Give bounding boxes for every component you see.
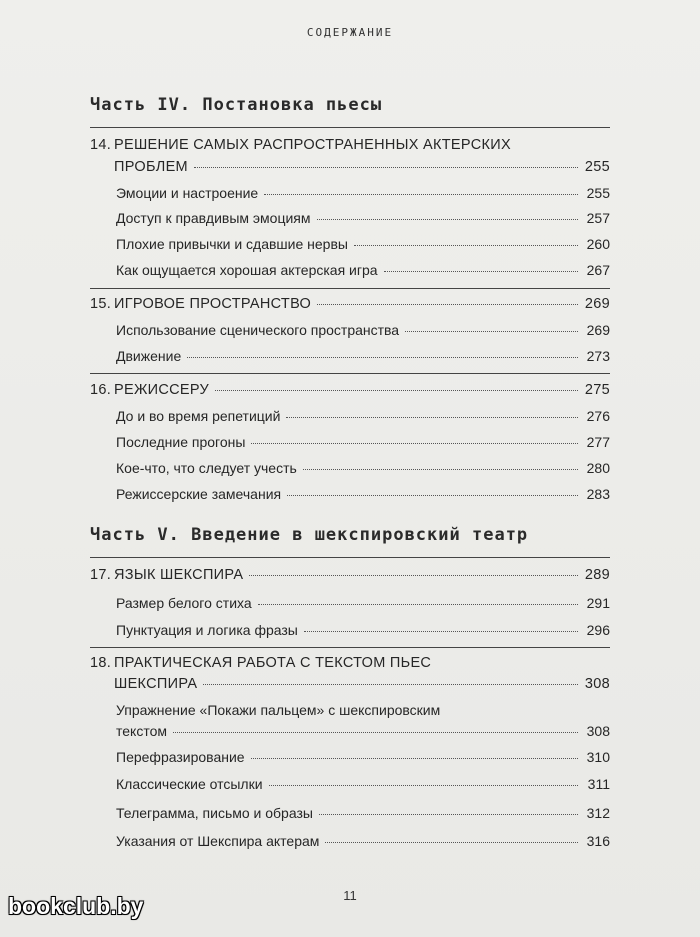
- section-title: Доступ к правдивым эмоциям: [116, 210, 311, 226]
- dot-leader: [317, 219, 578, 220]
- chapter-number: 16.: [90, 382, 112, 398]
- page-number: 276: [586, 408, 610, 424]
- section-title: Классические отсылки: [116, 776, 263, 792]
- chapter-title: ШЕКСПИРА: [114, 676, 198, 692]
- divider: [90, 288, 610, 289]
- section-title: Указания от Шекспира актерам: [116, 833, 320, 849]
- page-number: 280: [586, 460, 610, 476]
- page-number: 308: [584, 676, 610, 692]
- dot-leader: [286, 417, 578, 418]
- section-title: Плохие привычки и сдавшие нервы: [116, 236, 348, 252]
- dot-leader: [251, 758, 578, 759]
- chapter-entry[interactable]: [90, 567, 610, 583]
- section-title: Режиссерские замечания: [116, 486, 282, 502]
- dot-leader: [215, 390, 578, 391]
- dot-leader: [173, 732, 578, 733]
- section-title: Кое-что, что следует учесть: [116, 460, 297, 476]
- section-entry[interactable]: [116, 210, 610, 226]
- section-title: Использование сценического пространства: [116, 322, 400, 338]
- dot-leader: [187, 357, 578, 358]
- dot-leader: [258, 604, 578, 605]
- chapter-title: РЕШЕНИЕ САМЫХ РАСПРОСТРАНЕННЫХ АКТЕРСКИХ: [114, 137, 511, 153]
- section-entry-continued[interactable]: [116, 723, 610, 739]
- section-entry[interactable]: [116, 322, 610, 338]
- chapter-entry[interactable]: [90, 655, 610, 671]
- section-entry[interactable]: [116, 262, 610, 278]
- page-number: 275: [584, 382, 610, 398]
- divider: [90, 373, 610, 374]
- page-number: 269: [584, 296, 610, 312]
- running-head: СОДЕРЖАНИЕ: [306, 26, 394, 39]
- section-title: Телеграмма, письмо и образы: [116, 805, 313, 821]
- dot-leader: [287, 495, 578, 496]
- chapter-entry-continued[interactable]: [90, 676, 610, 692]
- section-entry[interactable]: [116, 434, 610, 450]
- section-title: текстом: [116, 723, 167, 739]
- section-entry[interactable]: [116, 185, 610, 201]
- section-entry[interactable]: [116, 486, 610, 502]
- dot-leader: [264, 194, 578, 195]
- page-number: 311: [587, 776, 610, 792]
- section-entry[interactable]: [116, 595, 610, 611]
- dot-leader: [194, 167, 578, 168]
- section-title: Эмоции и настроение: [116, 185, 259, 201]
- page-number: 310: [586, 749, 610, 765]
- section-entry[interactable]: [116, 460, 610, 476]
- dot-leader: [384, 271, 578, 272]
- dot-leader: [325, 842, 578, 843]
- chapter-number: 15.: [90, 296, 112, 312]
- chapter-number: 14.: [90, 137, 112, 153]
- page-number: 312: [586, 805, 610, 821]
- dot-leader: [405, 331, 578, 332]
- section-title: До и во время репетиций: [116, 408, 281, 424]
- section-entry[interactable]: [116, 622, 610, 638]
- page-number: 277: [586, 434, 610, 450]
- section-entry[interactable]: [116, 348, 610, 364]
- page-number: 296: [586, 622, 610, 638]
- divider: [90, 127, 610, 128]
- chapter-entry[interactable]: [90, 296, 610, 312]
- chapter-title: ПРОБЛЕМ: [114, 159, 188, 175]
- dot-leader: [319, 814, 578, 815]
- section-entry[interactable]: [116, 833, 610, 849]
- dot-leader: [354, 245, 578, 246]
- chapter-entry-continued[interactable]: [90, 159, 610, 175]
- section-entry[interactable]: [116, 776, 610, 792]
- part-title: Часть V. Введение в шекспировский театр: [90, 525, 529, 545]
- section-title: Последние прогоны: [116, 434, 246, 450]
- page-number: 260: [586, 236, 610, 252]
- section-title: Перефразирование: [116, 749, 245, 765]
- page-folio: 11: [343, 888, 357, 903]
- section-title: Движение: [116, 348, 182, 364]
- chapter-entry[interactable]: [90, 137, 610, 153]
- section-entry[interactable]: [116, 749, 610, 765]
- part-title: Часть IV. Постановка пьесы: [90, 95, 383, 115]
- page-number: 255: [586, 185, 610, 201]
- dot-leader: [251, 443, 578, 444]
- dot-leader: [303, 469, 578, 470]
- section-entry[interactable]: [116, 236, 610, 252]
- page-number: 257: [586, 210, 610, 226]
- section-title: Размер белого стиха: [116, 595, 252, 611]
- page-number: 283: [586, 486, 610, 502]
- page-number: 273: [586, 348, 610, 364]
- divider: [90, 647, 610, 648]
- dot-leader: [249, 575, 578, 576]
- page-number: 291: [586, 595, 610, 611]
- site-watermark: bookclub.by: [8, 893, 144, 919]
- chapter-title: ПРАКТИЧЕСКАЯ РАБОТА С ТЕКСТОМ ПЬЕС: [114, 655, 432, 671]
- section-title: Как ощущается хорошая актерская игра: [116, 262, 378, 278]
- dot-leader: [269, 785, 578, 786]
- section-title: Пунктуация и логика фразы: [116, 622, 298, 638]
- page-number: 267: [586, 262, 610, 278]
- chapter-title: РЕЖИССЕРУ: [114, 382, 210, 398]
- page-number: 289: [584, 567, 610, 583]
- chapter-title: ИГРОВОЕ ПРОСТРАНСТВО: [114, 296, 312, 312]
- chapter-number: 18.: [90, 655, 112, 671]
- dot-leader: [203, 684, 578, 685]
- chapter-entry[interactable]: [90, 382, 610, 398]
- dot-leader: [317, 304, 578, 305]
- section-entry[interactable]: [116, 408, 610, 424]
- page-number: 269: [586, 322, 610, 338]
- chapter-title: ЯЗЫК ШЕКСПИРА: [114, 567, 244, 583]
- divider: [90, 557, 610, 558]
- section-title[interactable]: Упражнение «Покажи пальцем» с шекспировским: [116, 702, 441, 718]
- chapter-number: 17.: [90, 567, 112, 583]
- section-entry[interactable]: [116, 805, 610, 821]
- page-number: 316: [586, 833, 610, 849]
- page-number: 308: [586, 723, 610, 739]
- page-number: 255: [584, 159, 610, 175]
- dot-leader: [304, 631, 578, 632]
